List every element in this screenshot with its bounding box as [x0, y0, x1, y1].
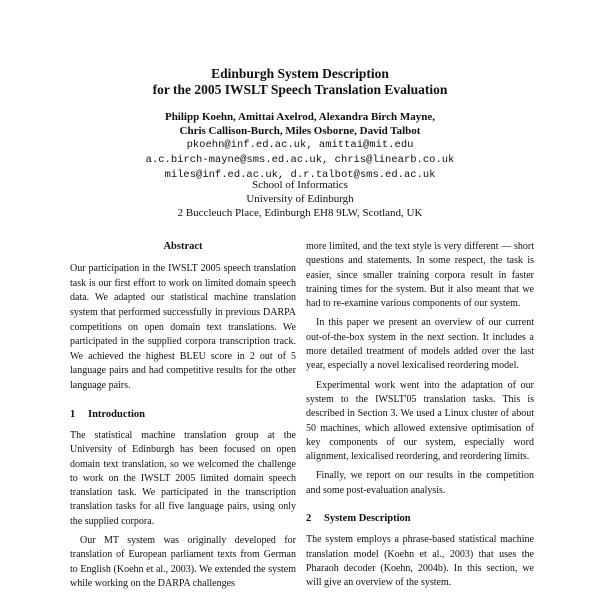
- section-number: 1: [70, 408, 76, 420]
- affiliation-address: 2 Buccleuch Place, Edinburgh EH8 9LW, Scotland, UK: [177, 207, 423, 219]
- email-line-3: miles@inf.ed.ac.uk, d.r.talbot@sms.ed.ac.uk: [164, 169, 436, 181]
- intro-paragraph-5: Experimental work went into the adaptation of our system to the IWSLT'05 translation tasks. This is described in Section 3. We used a Linux cluster of about 50 machines, which allowed extensive optimisation of key components of our system, especially word alignment, lexicalised reordering, and reordering limits.: [306, 379, 534, 463]
- left-column: [70, 240, 296, 591]
- affiliation-school: School of Informatics: [252, 179, 348, 191]
- section-number: 2: [306, 513, 312, 525]
- section-heading-introduction: [70, 408, 296, 422]
- intro-paragraph-3: more limited, and the text style is very different — short questions and statements. In some respect, the task is easier, since smaller training corpora result in faster training times for the system. But it also meant that we had to re-examine various components of our system.: [306, 241, 534, 310]
- abstract-text: Our participation in the IWSLT 2005 speech translation task is our first effort to work on limited domain speech data. We adapted our statistical machine translation system that performed successfully in previous DARPA competitions on open domain text translations. We participated in the supplied corpora transcription track. We achieved the highest BLEU score in 2 out of 5 language pairs and had competitive results for the other language pairs.: [70, 263, 296, 392]
- authors-line-1: Philipp Koehn, Amittai Axelrod, Alexandra Birch Mayne,: [164, 111, 436, 123]
- intro-paragraph-2: Our MT system was originally developed for translation of European parliament texts from German to English (Koehn et al., 2003). We extended the system while working on the DARPA challenges: [70, 535, 296, 589]
- intro-paragraph-1: The statistical machine translation group at the University of Edinburgh has been focused on open domain text translation, so we welcomed the challenge to work on the IWSLT 2005 limited domain speech translation task. We participated in the transcription translation tasks for all five language pairs, using only the supplied corpora.: [70, 429, 296, 527]
- intro-paragraph-4: In this paper we present an overview of our current out-of-the-box system in the next section. It includes a more detailed treatment of models added over the last year, especially a novel lexicalised reordering model.: [306, 317, 534, 372]
- title-line-2: for the 2005 IWSLT Speech Translation Evaluation: [152, 82, 448, 97]
- paper-title: [0, 66, 600, 98]
- title-line-1: Edinburgh System Description: [211, 66, 389, 81]
- email-line-2: a.c.birch-mayne@sms.ed.ac.uk, chris@linearb.co.uk: [145, 154, 455, 166]
- email-line-1: pkoehn@inf.ed.ac.uk, amittai@mit.edu: [186, 139, 414, 151]
- section-title: Introduction: [88, 408, 145, 420]
- system-paragraph-1: The system employs a phrase-based statistical machine translation model (Koehn et al., 2003) that uses the Pharaoh decoder (Koehn, 2004b). In this section, we will give an overview of the system.: [306, 534, 534, 589]
- abstract-heading: Abstract: [163, 241, 203, 252]
- right-column: [306, 240, 534, 591]
- affiliation: [0, 178, 600, 220]
- author-list: [0, 110, 600, 138]
- section-title: System Description: [324, 513, 411, 525]
- email-list: [0, 138, 600, 183]
- section-heading-system-description: [306, 512, 534, 526]
- authors-line-2: Chris Callison-Burch, Miles Osborne, David Talbot: [179, 125, 421, 137]
- affiliation-university: University of Edinburgh: [246, 193, 354, 205]
- intro-paragraph-6: Finally, we report on our results in the competition and some post-evaluation analysis.: [306, 470, 534, 496]
